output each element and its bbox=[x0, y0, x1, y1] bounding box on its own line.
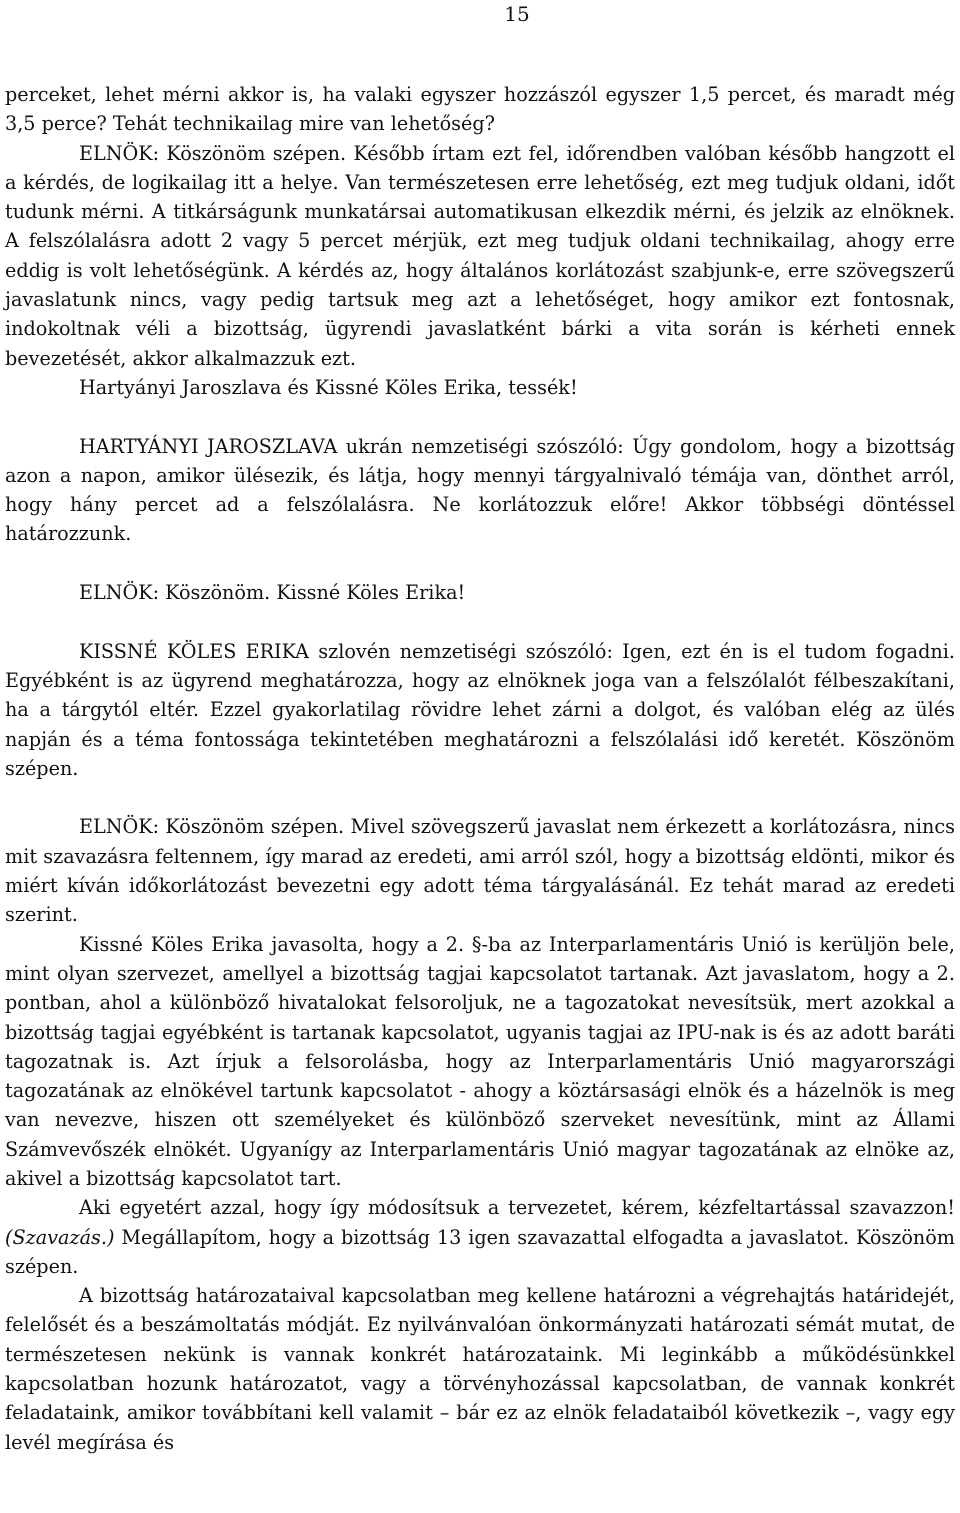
paragraph: KISSNÉ KÖLES ERIKA szlovén nemzetiségi szószóló: Igen, ezt én is el tudom fogadni. Egyébként is az ügyrend meghatározza, hogy az elnöknek joga van a felszólalót félbeszakítani, ha a tárgytól eltér. Ezzel gyakorlatilag rövidre lehet zárni a dolgot, és valóban elég az ülés napján és a téma fontossága tekintetében meghatározni a felszólalási idő keretét. Köszönöm szépen. bbox=[5, 639, 955, 780]
paragraph-text: Megállapítom, hogy a bizottság 13 igen szavazattal elfogadta a javaslatot. Köszönöm szépen. bbox=[5, 1225, 955, 1278]
paragraph: Hartyányi Jaroszlava és Kissné Köles Erika, tessék! bbox=[79, 375, 578, 399]
paragraph: ELNÖK: Köszönöm szépen. Később írtam ezt fel, időrendben valóban később hangzott el a kérdés, de logikailag itt a helye. Van természetesen erre lehetőség, ezt meg tudjuk oldani, időt tudunk mérni. A titkárságunk munkatársai automatikusan elkezdik mérni, és jelzik az elnöknek. A felszólalásra adott 2 vagy 5 percet mérjük, ezt meg tudjuk oldani technikailag, ahogy erre eddig is volt lehetőségünk. A kérdés az, hogy általános korlátozást szabjunk-e, erre szövegszerű javaslatunk nincs, vagy pedig tartsuk meg azt a lehetőséget, hogy amikor ezt fontosnak, indokoltnak véli a bizottság, ügyrendi javaslatként bárki a vita során is kérheti ennek bevezetését, akkor alkalmazzuk ezt. bbox=[5, 141, 955, 370]
document-body bbox=[5, 80, 955, 1457]
paragraph: A bizottság határozataival kapcsolatban meg kellene határozni a végrehajtás határidejét, felelősét és a beszámoltatás módját. Ez nyilvánvalóan önkormányzati határozati sémát mutat, de természetesen nekünk is vannak konkrét határozataink. Mi leginkább a működésünkkel kapcsolatban hozunk határozatot, vagy a törvényhozással kapcsolatban, de vannak konkrét feladataink, amikor továbbítani kell valamit – bár ez az elnök feladataiból következik –, vagy egy levél megírása és bbox=[5, 1284, 955, 1454]
paragraph: ELNÖK: Köszönöm. Kissné Köles Erika! bbox=[79, 581, 466, 605]
vote-note: (Szavazás.) bbox=[5, 1225, 115, 1249]
paragraph: Kissné Köles Erika javasolta, hogy a 2. §-ba az Interparlamentáris Unió is kerüljön bele, mint olyan szervezet, amellyel a bizottság tagjai kapcsolatot tartanak. Azt javaslatom, hogy a 2. pontban, ahol a különböző hivatalokat felsoroljuk, ne a tagozatokat nevesítsük, mert azokkal a bizottság tagjai egyébként is tartanak kapcsolatot, ugyanis tagjai az IPU-nak is és az adott baráti tagozatnak is. Azt írjuk a felsorolásba, hogy az Interparlamentáris Unió magyarországi tagozatának az elnökével tartunk kapcsolatot - ahogy a köztársasági elnök és a házelnök is meg van nevezve, hiszen ott személyeket és különböző szerveket nevesítünk, mint az Állami Számvevőszék elnökét. Ugyanígy az Interparlamentáris Unió magyar tagozatának az elnöke az, akivel a bizottság kapcsolatot tart. bbox=[5, 932, 955, 1190]
paragraph: ELNÖK: Köszönöm szépen. Mivel szövegszerű javaslat nem érkezett a korlátozásra, nincs mit szavazásra feltennem, így marad az eredeti, ami arról szól, hogy a bizottság eldönti, mikor és miért kíván időkorlátozást bevezetni egy adott téma tárgyalásánál. Ez tehát marad az eredeti szerint. bbox=[5, 815, 955, 927]
paragraph-text: Aki egyetért azzal, hogy így módosítsuk a tervezetet, kérem, kézfeltartással szavazzon! bbox=[79, 1196, 955, 1220]
paragraph: HARTYÁNYI JAROSZLAVA ukrán nemzetiségi szószóló: Úgy gondolom, hogy a bizottság azon a napon, amikor ülésezik, és látja, hogy mennyi tárgyalnivaló témája van, dönthet arról, hogy hány percet ad a felszólalásra. Ne korlátozzuk előre! Akkor többségi döntéssel határozzunk. bbox=[5, 434, 955, 546]
paragraph bbox=[5, 1193, 955, 1281]
paragraph: perceket, lehet mérni akkor is, ha valaki egyszer hozzászól egyszer 1,5 percet, és maradt még 3,5 perce? Tehát technikailag mire van lehetőség? bbox=[5, 83, 955, 136]
page-number: 15 bbox=[504, 2, 530, 26]
